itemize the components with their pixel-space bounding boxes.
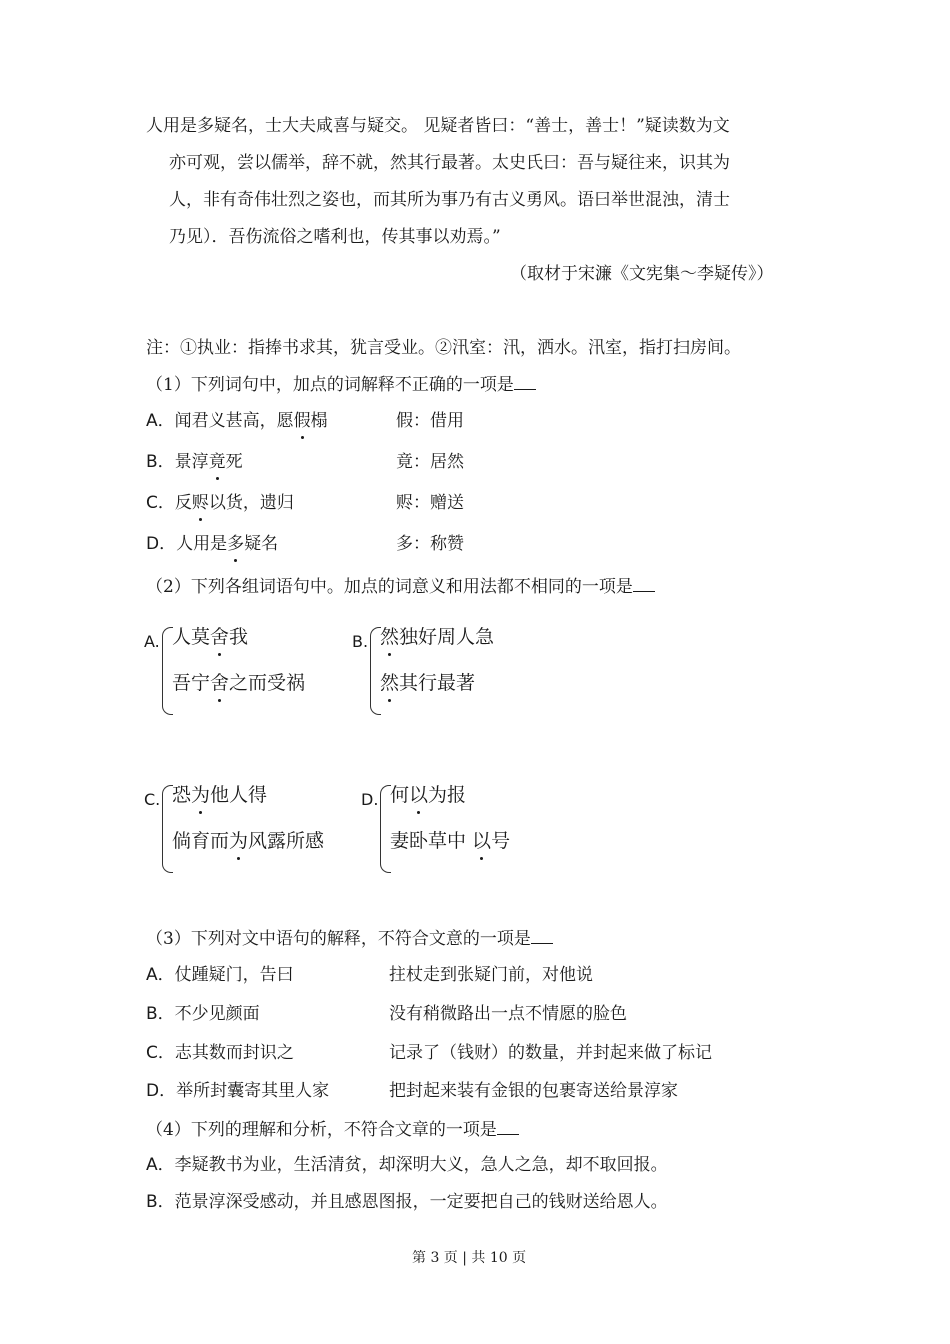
annotation-note: 注：①执业：指捧书求其，犹言受业。②汛室：汛，洒水。汛室，指打扫房间。 (146, 338, 741, 358)
option-text: 仗踵疑门，告曰 (174, 965, 294, 985)
answer-blank[interactable] (514, 375, 536, 390)
q1-option-a[interactable] (146, 413, 328, 430)
dotted-word: 竟 (208, 452, 226, 472)
dotted-word: 以 (472, 830, 492, 852)
q1-option-d[interactable] (146, 536, 278, 553)
q2-option-b-letter[interactable]: B. (352, 632, 369, 651)
q2-option-a-letter[interactable]: A. (144, 632, 160, 651)
option-text: 吾宁 (172, 672, 211, 694)
option-text: 疑名 (244, 534, 279, 554)
option-text: 志其数而封识之 (174, 1043, 294, 1063)
option-letter: C． (146, 493, 175, 513)
q1-option-d-gloss: 多：称赞 (396, 534, 464, 554)
option-text: 之而受祸 (229, 672, 306, 694)
option-text: 反 (174, 493, 192, 513)
option-text: 死 (225, 452, 243, 472)
passage-source: （取材于宋濂《文宪集～李疑传》） (510, 264, 774, 284)
option-text: 妻卧草中 (390, 830, 473, 852)
q2-option-a-line-2 (172, 674, 305, 693)
dotted-word: 为 (229, 830, 249, 852)
q2-option-c-line-2 (172, 832, 324, 851)
q3-option-c[interactable] (146, 1045, 294, 1062)
dotted-word: 然 (380, 626, 400, 648)
q3-option-b-gloss: 没有稍微路出一点不情愿的脸色 (389, 1004, 627, 1024)
question-3-stem (146, 929, 553, 948)
option-text: 景淳 (174, 452, 209, 472)
answer-blank[interactable] (531, 929, 553, 944)
q2-option-b-line-2 (380, 674, 475, 693)
dotted-word: 赆 (191, 493, 209, 513)
dotted-word: 以 (409, 784, 429, 806)
question-1-text: （1）下列词句中，加点的词解释不正确的一项是 (146, 375, 514, 395)
dotted-word: 为 (191, 784, 211, 806)
q1-option-a-gloss: 假：借用 (396, 411, 464, 431)
option-text: 为报 (428, 784, 467, 806)
option-text: 恐 (172, 784, 192, 806)
q1-option-c[interactable] (146, 495, 294, 512)
answer-blank[interactable] (497, 1120, 519, 1135)
option-text: 人用是 (176, 534, 228, 554)
q1-option-c-gloss: 赆：赠送 (396, 493, 464, 513)
q4-option-a[interactable] (146, 1157, 668, 1174)
dotted-word: 舍 (210, 672, 230, 694)
option-letter: B． (146, 1004, 175, 1024)
q2-option-c-letter[interactable]: C. (144, 790, 161, 809)
passage-line-3: 人，非有奇伟壮烈之姿也，而其所为事乃有古义勇风。语曰举世混浊，清士 (169, 190, 730, 210)
option-letter: A． (146, 965, 175, 985)
option-text: 风露所感 (248, 830, 325, 852)
q3-option-d-gloss: 把封起来装有金银的包裹寄送给景淳家 (389, 1081, 678, 1101)
dotted-word: 然 (380, 672, 400, 694)
q3-option-c-gloss: 记录了（钱财）的数量，并封起来做了标记 (389, 1043, 712, 1063)
option-text: 我 (229, 626, 249, 648)
question-2-stem (146, 577, 655, 596)
option-letter: C． (146, 1043, 175, 1063)
passage-line-1: 人用是多疑名，士大夫咸喜与疑交。 见疑者皆曰：“善士，善士！”疑读数为文 (146, 116, 730, 136)
option-text: 以货，遗归 (208, 493, 294, 513)
q3-option-a-gloss: 拄杖走到张疑门前，对他说 (389, 965, 593, 985)
question-4-text: （4）下列的理解和分析，不符合文章的一项是 (146, 1120, 497, 1140)
page-footer: 第 3 页 | 共 10 页 (412, 1250, 527, 1266)
q1-option-b[interactable] (146, 454, 243, 471)
option-letter: D． (146, 534, 177, 554)
question-2-text: （2）下列各组词语句中。加点的词意义和用法都不相同的一项是 (146, 577, 633, 597)
dotted-word: 假 (293, 411, 311, 431)
q1-option-b-gloss: 竟：居然 (396, 452, 464, 472)
option-text: 闻君义甚高，愿 (174, 411, 294, 431)
option-letter: A． (146, 1155, 175, 1175)
option-letter: B． (146, 452, 175, 472)
q3-option-b[interactable] (146, 1006, 260, 1023)
option-text: 何 (390, 784, 410, 806)
dotted-word: 多 (227, 534, 245, 554)
option-text: 独好周人急 (399, 626, 495, 648)
q3-option-d[interactable] (146, 1083, 329, 1100)
question-1-stem (146, 375, 536, 394)
q3-option-a[interactable] (146, 967, 294, 984)
option-text: 举所封囊寄其里人家 (176, 1081, 330, 1101)
answer-blank[interactable] (633, 577, 655, 592)
q2-option-b-line-1 (380, 628, 494, 647)
q2-option-c-line-1 (172, 786, 267, 805)
option-text: 李疑教书为业，生活清贫，却深明大义，急人之急，却不取回报。 (174, 1155, 668, 1175)
q2-option-d-letter[interactable]: D. (361, 790, 379, 809)
q2-option-a-line-1 (172, 628, 248, 647)
option-letter: B． (146, 1192, 175, 1212)
question-3-text: （3）下列对文中语句的解释，不符合文意的一项是 (146, 929, 531, 949)
q2-option-d-line-2 (390, 832, 510, 851)
passage-line-2: 亦可观，尝以儒举，辞不就，然其行最著。太史氏曰：吾与疑往来，识其为 (169, 153, 730, 173)
dotted-word: 舍 (210, 626, 230, 648)
option-text: 号 (491, 830, 511, 852)
option-text: 其行最著 (399, 672, 476, 694)
question-4-stem (146, 1120, 519, 1139)
option-text: 人莫 (172, 626, 211, 648)
option-text: 倘育而 (172, 830, 230, 852)
option-text: 范景淳深受感动，并且感恩图报，一定要把自己的钱财送给恩人。 (174, 1192, 668, 1212)
option-letter: A． (146, 411, 175, 431)
option-text: 他人得 (210, 784, 268, 806)
option-text: 榻 (310, 411, 328, 431)
option-letter: D． (146, 1081, 177, 1101)
q4-option-b[interactable] (146, 1194, 668, 1211)
passage-line-4: 乃见）．吾伤流俗之嗜利也，传其事以劝焉。” (169, 227, 501, 247)
option-text: 不少见颜面 (174, 1004, 260, 1024)
q2-option-d-line-1 (390, 786, 466, 805)
